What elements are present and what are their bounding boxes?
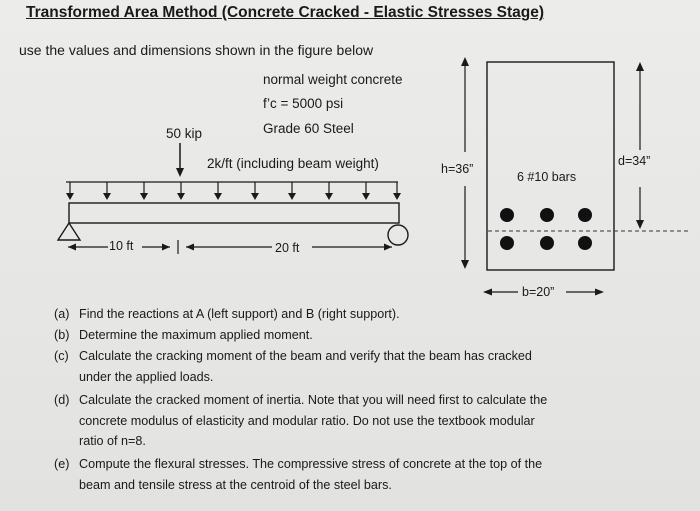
question-d xyxy=(54,390,614,452)
question-text: concrete modulus of elasticity and modular ratio. Do not use the textbook modular xyxy=(79,413,535,428)
rebar xyxy=(540,236,554,250)
material-concrete: normal weight concrete xyxy=(263,72,403,87)
question-label: (e) xyxy=(54,457,70,471)
depth-dimension xyxy=(636,62,644,229)
material-steel: Grade 60 Steel xyxy=(263,121,354,136)
question-c xyxy=(54,346,614,387)
question-text: ratio of n=8. xyxy=(79,434,146,448)
rebar xyxy=(578,208,592,222)
question-label: (a) xyxy=(54,307,70,321)
span-left-label: 10 ft xyxy=(109,239,134,253)
question-text: Compute the flexural stresses. The compressive stress of concrete at the top of the xyxy=(79,457,543,471)
question-label: (d) xyxy=(54,393,70,407)
rebar xyxy=(540,208,554,222)
question-label: (c) xyxy=(54,349,69,363)
question-text: Calculate the cracking moment of the beam and verify that the beam has cracked xyxy=(79,349,532,363)
question-e xyxy=(54,454,614,495)
section-height-label: h=36” xyxy=(441,162,474,176)
section-depth-label: d=34” xyxy=(618,154,651,168)
question-text: Calculate the cracked moment of inertia. Note that you will need first to calculate the xyxy=(79,393,548,407)
question-b xyxy=(54,325,614,346)
section-bars-label: 6 #10 bars xyxy=(517,170,577,184)
rebar xyxy=(500,208,514,222)
question-label: (b) xyxy=(54,328,70,342)
question-a xyxy=(54,304,614,325)
rebar-group xyxy=(500,208,592,250)
rebar xyxy=(500,236,514,250)
rebar xyxy=(578,236,592,250)
page-title: Transformed Area Method (Concrete Cracked - Elastic Stresses Stage) xyxy=(26,4,544,21)
question-text: under the applied loads. xyxy=(79,369,214,384)
question-text: beam and tensile stress at the centroid of the steel bars. xyxy=(79,477,392,492)
intro-text: use the values and dimensions shown in the figure below xyxy=(19,42,374,58)
point-load-label: 50 kip xyxy=(166,126,203,141)
question-text: Find the reactions at A (left support) and B (right support). xyxy=(79,307,400,321)
question-text: Determine the maximum applied moment. xyxy=(79,328,313,342)
distributed-load-label: 2k/ft (including beam weight) xyxy=(207,156,379,171)
span-right-label: 20 ft xyxy=(275,241,300,255)
section-width-label: b=20” xyxy=(522,285,555,299)
material-fc: f’c = 5000 psi xyxy=(263,96,344,111)
